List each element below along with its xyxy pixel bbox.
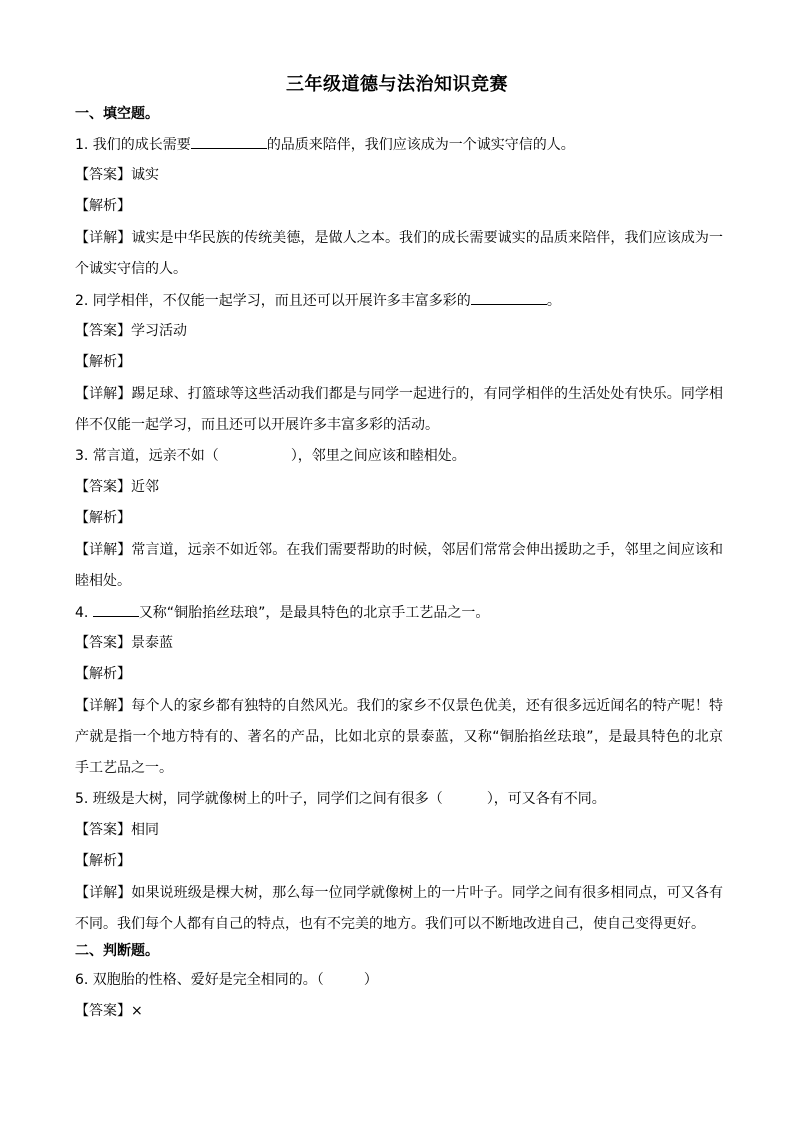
answer-tag: 【答案】	[75, 323, 131, 339]
answer-3-value: 近邻	[131, 479, 159, 495]
answer-1-value: 诚实	[131, 167, 159, 183]
analysis-2-tag: 【解析】	[75, 354, 131, 370]
answer-4-value: 景泰蓝	[131, 635, 173, 651]
explanation-2-text-1: 踢足球、打篮球等这些活动我们都是与同学一起进行的，有同学相伴的生活处处有快乐。同学相	[131, 386, 724, 402]
answer-tag: 【答案】	[75, 1003, 131, 1019]
explanation-tag: 【详解】	[75, 698, 132, 714]
answer-1	[75, 165, 723, 185]
question-6-text-post: ）	[363, 972, 378, 988]
explanation-4-line-3: 手工艺品之一。	[75, 760, 173, 776]
section-heading-fill-in: 一、填空题。	[75, 106, 159, 122]
explanation-5-text-1: 如果说班级是棵大树，那么每一位同学就像树上的一片叶子。同学之间有很多相同点，可又各有	[131, 885, 724, 901]
explanation-4-line-1	[75, 696, 723, 716]
explanation-tag: 【详解】	[75, 542, 132, 558]
answer-tag: 【答案】	[75, 479, 131, 495]
question-3-text-post: ），邻里之间应该和睦相处。	[290, 448, 466, 464]
question-2	[75, 290, 723, 311]
explanation-2-line-1	[75, 384, 723, 404]
question-5-text-post: ），可又各有不同。	[486, 791, 606, 807]
answer-6	[75, 1001, 723, 1021]
explanation-1-text-1: 诚实是中华民族的传统美德，是做人之本。我们的成长需要诚实的品质来陪伴，我们应该成为一	[131, 230, 724, 246]
explanation-5-line-2: 不同。我们每个人都有自己的特点，也有不完美的地方。我们可以不断地改进自己，使自己变得更好。	[75, 916, 705, 932]
explanation-3-text-1: 常言道，远亲不如近邻。在我们需要帮助的时候，邻居们常常会伸出援助之手，邻里之间应该和	[131, 542, 724, 558]
question-1-text-pre: 1. 我们的成长需要	[75, 137, 191, 153]
answer-5	[75, 820, 723, 840]
explanation-4-line-2: 产就是指一个地方特有的、著名的产品，比如北京的景泰蓝，又称“铜胎掐丝珐琅”，是最具特色的北京	[75, 729, 723, 745]
question-6-text-pre: 6. 双胞胎的性格、爱好是完全相同的。（	[75, 972, 324, 988]
answer-tag: 【答案】	[75, 635, 131, 651]
explanation-3-line-1	[75, 540, 723, 560]
question-4-text-pre: 4.	[75, 605, 93, 621]
question-1	[75, 134, 723, 155]
answer-5-value: 相同	[131, 822, 159, 838]
answer-blank	[93, 602, 139, 617]
analysis-3-tag: 【解析】	[75, 510, 131, 526]
explanation-1-line-2: 个诚实守信的人。	[75, 261, 187, 277]
explanation-5-line-1	[75, 883, 723, 903]
explanation-4-text-1: 每个人的家乡都有独特的自然风光。我们的家乡不仅景色优美，还有很多远近闻名的特产呢！特	[131, 698, 724, 714]
answer-tag: 【答案】	[75, 167, 131, 183]
question-4	[75, 602, 723, 623]
answer-3	[75, 477, 723, 497]
analysis-5-tag: 【解析】	[75, 853, 131, 869]
answer-blank	[191, 134, 267, 149]
answer-blank	[471, 290, 547, 305]
question-2-text-pre: 2. 同学相伴，不仅能一起学习，而且还可以开展许多丰富多彩的	[75, 293, 471, 309]
explanation-3-line-2: 睦相处。	[75, 573, 131, 589]
question-2-text-post: 。	[546, 293, 561, 309]
question-3	[75, 446, 723, 466]
answer-2-value: 学习活动	[131, 323, 187, 339]
answer-2	[75, 321, 723, 341]
analysis-4-tag: 【解析】	[75, 666, 131, 682]
question-4-text-post: 又称“铜胎掐丝珐琅”，是最具特色的北京手工艺品之一。	[138, 605, 490, 621]
question-5	[75, 789, 723, 809]
answer-4	[75, 633, 723, 653]
question-3-text-pre: 3. 常言道，远亲不如（	[75, 448, 219, 464]
document-title: 三年级道德与法治知识竞赛	[286, 74, 508, 95]
explanation-tag: 【详解】	[75, 230, 132, 246]
section-heading-true-false: 二、判断题。	[75, 943, 159, 959]
answer-6-value: ×	[131, 1003, 143, 1019]
question-6	[75, 970, 723, 990]
explanation-tag: 【详解】	[75, 386, 132, 402]
explanation-tag: 【详解】	[75, 885, 132, 901]
explanation-1-line-1	[75, 228, 723, 248]
explanation-2-line-2: 伴不仅能一起学习，而且还可以开展许多丰富多彩的活动。	[75, 417, 439, 433]
analysis-1-tag: 【解析】	[75, 198, 131, 214]
answer-tag: 【答案】	[75, 822, 131, 838]
question-5-text-pre: 5. 班级是大树，同学就像树上的叶子，同学们之间有很多（	[75, 791, 443, 807]
question-1-text-post: 的品质来陪伴，我们应该成为一个诚实守信的人。	[266, 137, 575, 153]
